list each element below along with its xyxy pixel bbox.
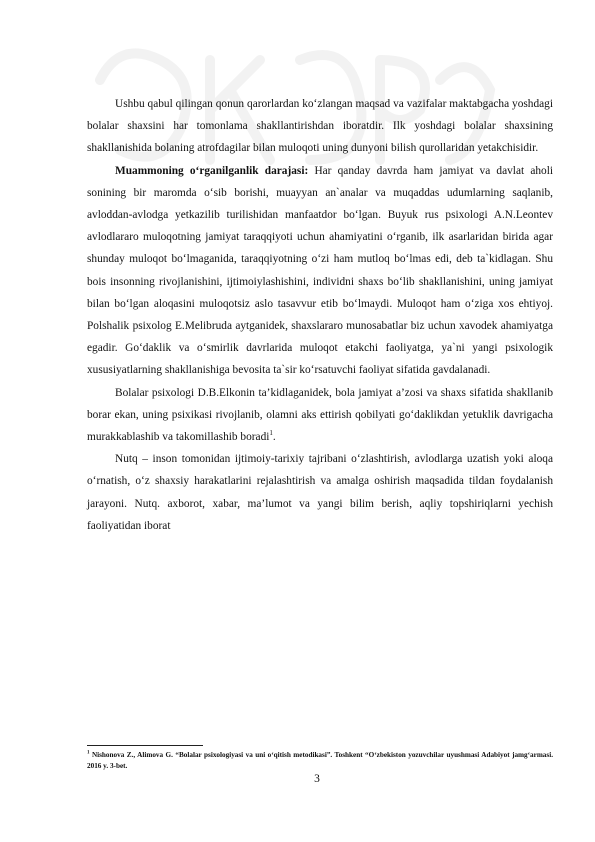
footnote-divider (87, 745, 203, 746)
paragraph-2 (87, 160, 553, 382)
footnote-text: Nishonova Z., Alimova G. “Bolalar psixologiyasi va uni o‘qitish metodikasi”. Toshkent “O‘zbekiston yozuvchilar uyushmasi Adabiyot jamg‘armasi. 2016 y. 3-bet. (87, 751, 553, 770)
paragraph-2-text: Har qanday davrda ham jamiyat va davlat aholi sonining bir maromda o‘sib borishi, muayyan an`analar va muqaddas udumlarning saqlanib, avloddan-avlodga yetkazilib turilishidan manfaatdor bo‘lgan. Buyuk rus psixologi A.N.Leontev avlodlararo muloqotning jamiyat taraqqiyoti uchun ahamiyatini o‘rganib, ilk asarlaridan birida agar shunday muloqot bo‘lmaganida, taraqqiyotning o‘zi ham mutloq bo‘lmas edi, deb ta`kidlagan. Shu bois insonning rivojlanishini, ijtimoiylashishini, individni shaxs bo‘lib shakllanishini, uning jamiyat bilan bo‘lgan aloqasini muloqotsiz aslo tasavvur etib bo‘lmaydi. Muloqot ham o‘ziga xos ehtiyoj. Polshalik psixolog E.Melibruda aytganidek, shaxslararo munosabatlar biz uchun xavodek ahamiyatga egadir. Go‘daklik va o‘smirlik davrlarida muloqot etakchi faoliyatga, ya`ni yangi psixologik xususiyatlarning shakllanishiga bevosita ta`sir ko‘rsatuvchi faoliyat sifatida gavdalanadi. (87, 164, 554, 377)
paragraph-3-end: . (272, 431, 276, 444)
footnote-marker: 1 (87, 750, 90, 756)
section-heading: Muammoning o‘rganilganlik darajasi: (115, 164, 309, 177)
footnote-reference[interactable]: 1 (269, 429, 273, 438)
main-text (87, 93, 553, 537)
paragraph-4: Nutq – inson tomonidan ijtimoiy-tarixiy tajribani o‘zlashtirish, avlodlarga uzatish yoki aloqa o‘rnatish, o‘z shaxsiy harakatlarini rejalashtirish va amalga oshirish maqsadida tildan foydalanish jarayoni. Nutq. axborot, xabar, ma’lumot va yangi bilim berish, aqliy topshiriqlarni yechish faoliyatidan iborat (87, 453, 553, 532)
paragraph-3 (87, 382, 553, 449)
page-number: 3 (314, 773, 320, 785)
paragraph-3-text: Bolalar psixologi D.B.Elkonin ta’kidlaganidek, bola jamiyat a’zosi va shaxs sifatida shakllanib borar ekan, uning psixikasi rivojlanib, olamni aks ettirish qobilyati go‘daklikdan yetuklik davrigacha murakkablashib va takomillashib boradi (87, 386, 553, 444)
footnote (87, 750, 553, 771)
paragraph-1: Ushbu qabul qilingan qonun qarorlardan ko‘zlangan maqsad va vazifalar maktabgacha yoshdagi bolalar shaxsini har tomonlama shakllantirishdan iboratdir. Ilk yoshdagi bolalar shaxsining shakllanishida bolaning atrofdagilar bilan muloqoti uning dunyoni bilish qurollaridan yetakchisidir. (87, 98, 553, 155)
